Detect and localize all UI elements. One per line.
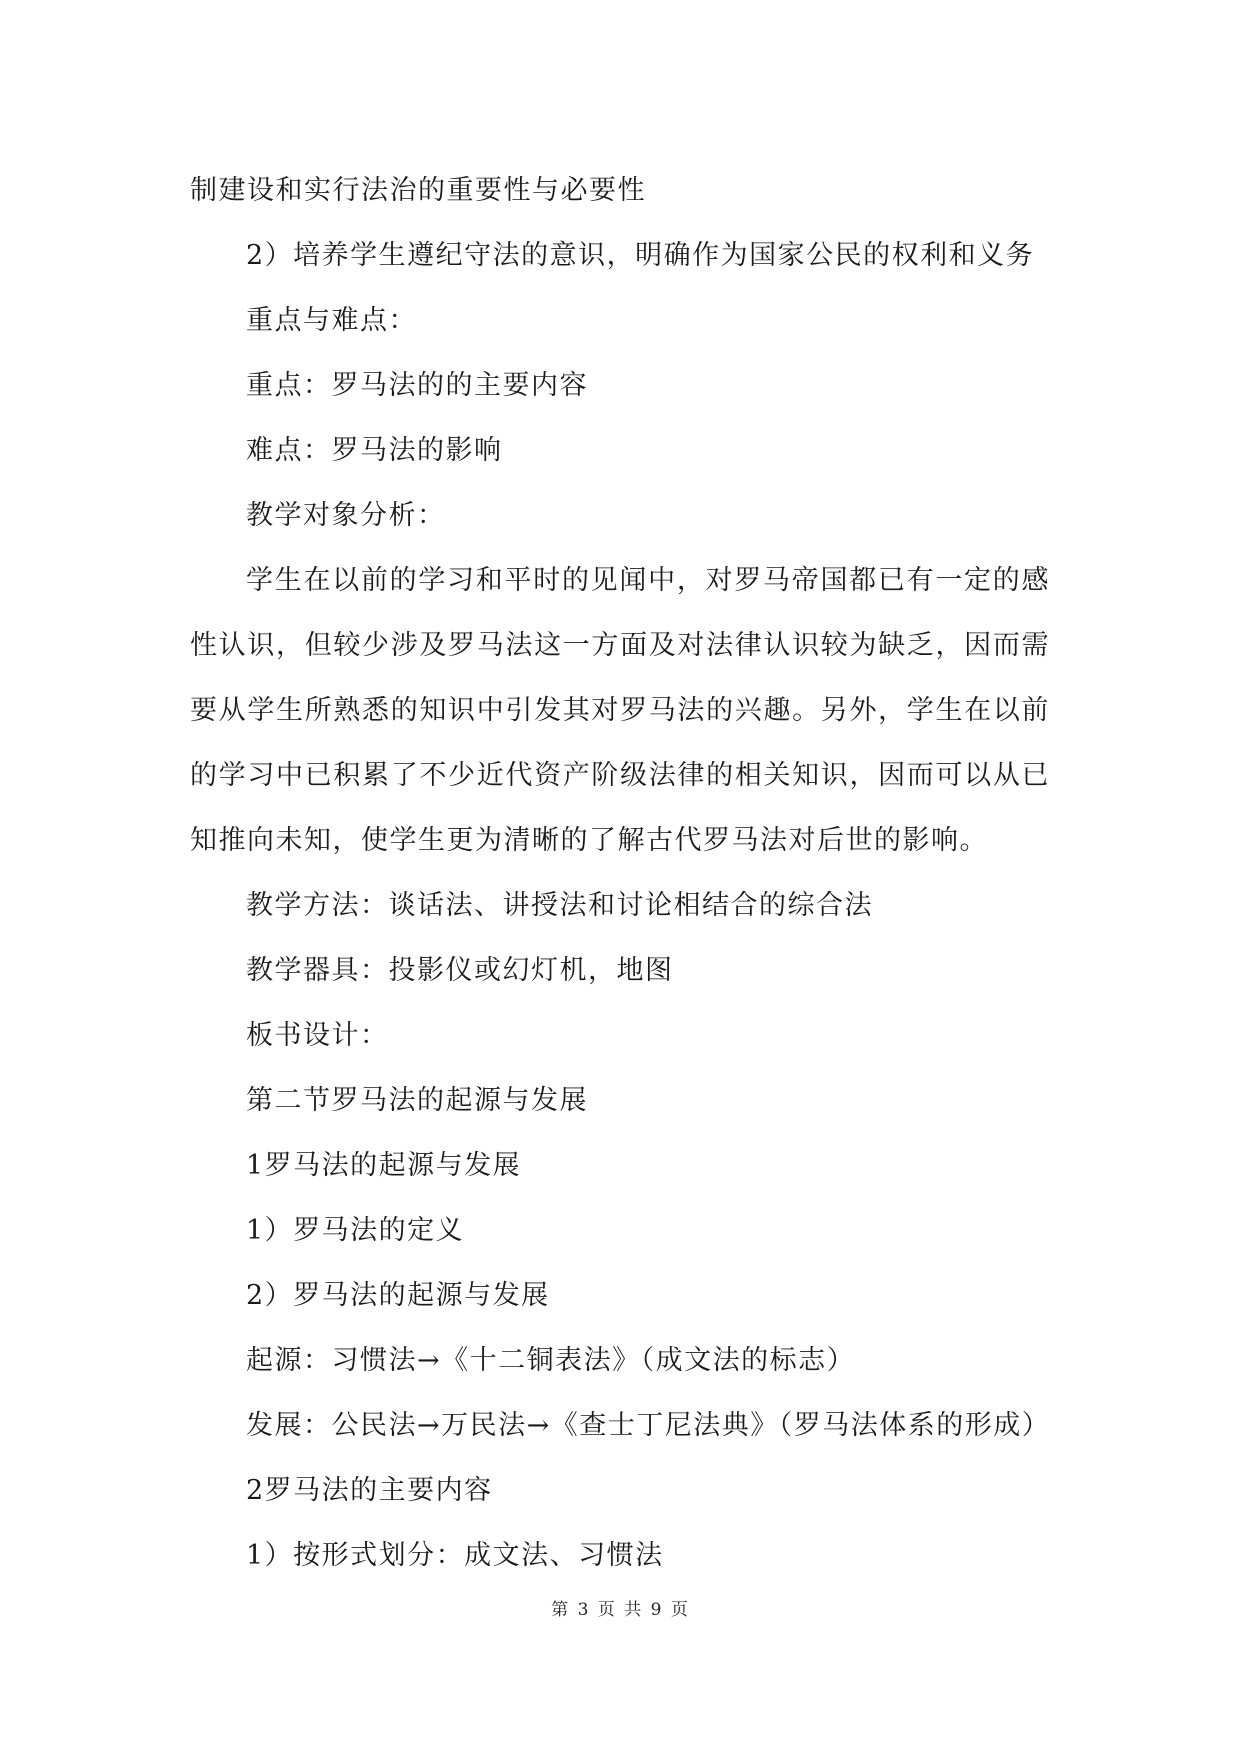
- section-heading: 板书设计：: [246, 1020, 389, 1051]
- text-line: 第二节罗马法的起源与发展: [246, 1085, 588, 1116]
- text-line: 教学器具：投影仪或幻灯机，地图: [246, 955, 674, 986]
- text-line: 1）罗马法的定义: [246, 1215, 465, 1246]
- page-number: 第 3 页 共 9 页: [551, 1600, 690, 1620]
- analysis-paragraph: 学生在以前的学习和平时的见闻中，对罗马帝国都已有一定的感性认识，但较少涉及罗马法这一方面及对法律认识较为缺乏，因而需要从学生所熟悉的知识中引发其对罗马法的兴趣。另外，学生在以前的学习中已积累了不少近代资产阶级法律的相关知识，因而可以从已知推向未知，使学生更为清晰的了解古代罗马法对后世的影响。: [190, 565, 1050, 856]
- text-line: 2）罗马法的起源与发展: [246, 1280, 550, 1311]
- text-line: 发展：公民法→万民法→《查士丁尼法典》（罗马法体系的形成）: [246, 1410, 1051, 1441]
- text-line: 制建设和实行法治的重要性与必要性: [190, 175, 646, 206]
- text-line: 教学方法：谈话法、讲授法和讨论相结合的综合法: [246, 890, 873, 921]
- text-line: 重点：罗马法的的主要内容: [246, 370, 588, 401]
- section-heading: 重点与难点：: [246, 305, 417, 336]
- text-line: 起源：习惯法→《十二铜表法》（成文法的标志）: [246, 1345, 856, 1376]
- document-body: [190, 158, 1050, 1588]
- text-line: 1）按形式划分：成文法、习惯法: [246, 1540, 664, 1571]
- section-heading: 教学对象分析：: [246, 500, 446, 531]
- text-line: 难点：罗马法的影响: [246, 435, 503, 466]
- text-line: 2）培养学生遵纪守法的意识，明确作为国家公民的权利和义务: [246, 240, 1035, 271]
- text-line: 2罗马法的主要内容: [246, 1475, 493, 1506]
- text-line: 1罗马法的起源与发展: [246, 1150, 522, 1181]
